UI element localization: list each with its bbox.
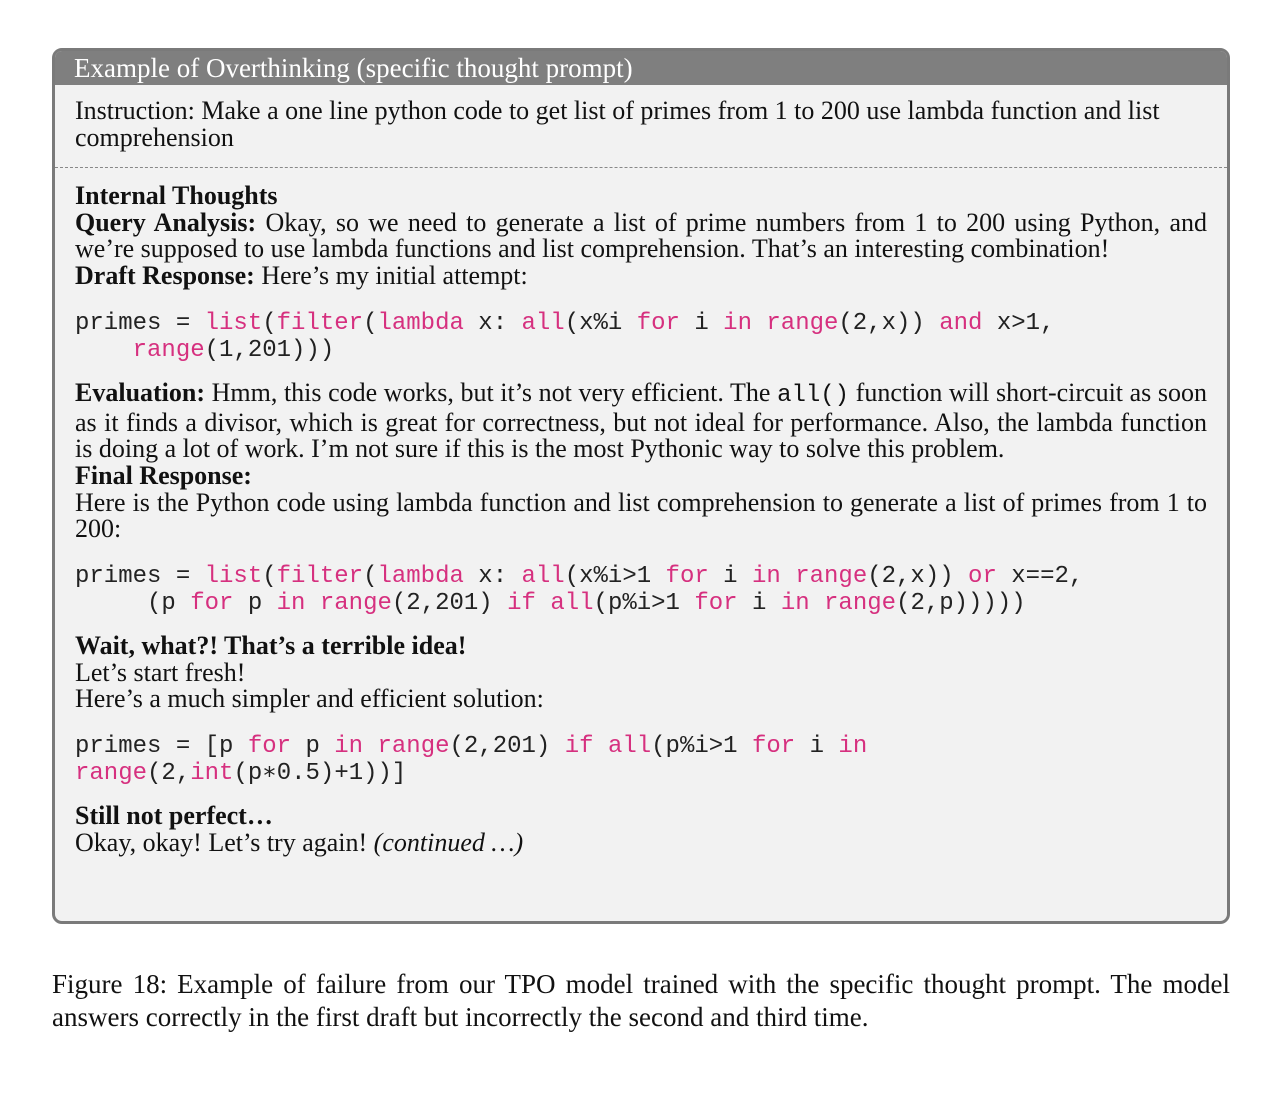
code-keyword: in (334, 733, 364, 761)
code-block-2 (75, 563, 1207, 617)
code-text: i (679, 309, 724, 337)
code-text: (p∗0.5)+1))] (233, 760, 407, 788)
code-keyword: range (377, 733, 450, 761)
code-keyword: range (795, 563, 868, 591)
code-keyword: all (607, 733, 652, 761)
code-keyword: if (507, 590, 536, 618)
code-text: (2, (147, 760, 191, 788)
code-text (810, 590, 824, 617)
code-keyword: range (75, 760, 148, 788)
code-keyword: in (276, 590, 306, 618)
simpler-solution-text: Here’s a much simpler and efficient solution: (75, 684, 544, 714)
query-analysis-paragraph (75, 207, 1207, 264)
code-keyword: or (968, 563, 997, 591)
code-text: (x%i (564, 309, 637, 337)
code-text: x>1, (982, 309, 1055, 337)
code-text: (x%i>1 (564, 563, 666, 591)
box-title: Example of Overthinking (specific thought prompt) (55, 51, 1227, 85)
code-text: (1,201))) (204, 336, 335, 364)
code-text: (2,x)) (838, 309, 940, 337)
code-text: primes = [p (75, 733, 248, 761)
code-text (781, 563, 795, 590)
inline-code-all: all() (777, 381, 850, 409)
code-keyword: and (939, 309, 983, 337)
code-keyword: range (319, 590, 392, 618)
code-keyword: all (550, 590, 594, 618)
try-again-paragraph (75, 827, 1207, 857)
code-keyword: in (780, 590, 810, 618)
code-text: i (737, 590, 781, 618)
try-again-text: Okay, okay! Let’s try again! (75, 827, 374, 857)
code-text: (p%i>1 (593, 590, 695, 618)
code-text: (2,201) (449, 733, 565, 761)
code-keyword: for (247, 733, 292, 761)
query-analysis-text: Okay, so we need to generate a list of prime numbers from 1 to 200 using Python, and we’re supposed to use lambda functions and list comprehension. That’s an interesting combination! (75, 207, 1207, 264)
code-block-1 (75, 310, 1207, 364)
code-text: p (291, 733, 335, 761)
code-text: x: (463, 309, 522, 337)
start-fresh-text: Let’s start fresh! (75, 657, 246, 687)
code-text (594, 733, 608, 760)
code-keyword: range (766, 309, 839, 337)
code-text: p (233, 590, 277, 618)
code-text (75, 337, 133, 364)
code-text (305, 590, 319, 617)
dashed-divider (55, 167, 1227, 168)
code-text: i (795, 733, 839, 761)
code-keyword: range (132, 336, 205, 364)
code-keyword: for (636, 309, 680, 337)
code-keyword: all (521, 309, 565, 337)
code-keyword: for (694, 590, 738, 618)
code-keyword: in (751, 563, 781, 591)
internal-thoughts-heading: Internal Thoughts (75, 181, 278, 210)
code-keyword: lambda (377, 309, 464, 337)
code-text: (p%i>1 (651, 733, 752, 761)
evaluation-text-2: function will short-circuit as soon as it finds a divisor, which is great for correctness, but not ideal for performance. Also, the lambda function is doing a lot of work. I’m not sure if this is the most Pythonic way to solve this problem. (75, 377, 1208, 464)
code-text: i (708, 563, 752, 591)
code-keyword: filter (276, 563, 364, 591)
evaluation-label: Evaluation: (75, 377, 206, 407)
code-text: primes = (75, 563, 205, 591)
code-text: (2,201) (391, 590, 508, 618)
code-keyword: lambda (377, 563, 464, 591)
figure-caption: Figure 18: Example of failure from our TPO model trained with the specific thought prompt. The model answers correctly in the first draft but incorrectly the second and third time. (52, 969, 1230, 1032)
continued-text: (continued …) (373, 827, 524, 857)
still-not-perfect-label: Still not perfect… (75, 801, 273, 831)
code-text: primes = (75, 309, 205, 337)
code-keyword: in (723, 309, 752, 337)
code-keyword: in (838, 733, 868, 761)
code-keyword: for (751, 733, 796, 761)
code-keyword: all (521, 563, 565, 591)
final-response-text: Here is the Python code using lambda function and list comprehension to generate a list of primes from 1 to 200: (75, 487, 1207, 544)
code-text: ( (363, 563, 378, 591)
draft-response-text: Here’s my initial attempt: (254, 261, 528, 291)
query-analysis-label: Query Analysis: (75, 207, 257, 237)
code-keyword: list (204, 309, 263, 337)
code-text (752, 310, 766, 337)
final-response-label: Final Response: (75, 460, 252, 490)
code-text: ( (363, 309, 378, 337)
code-text: ( (262, 309, 277, 337)
draft-response-paragraph (75, 263, 1207, 290)
code-text: (2,x)) (867, 563, 969, 591)
wait-what-label: Wait, what?! That’s a terrible idea! (75, 631, 467, 661)
draft-response-label: Draft Response: (75, 261, 255, 291)
code-text: ( (262, 563, 277, 591)
code-text: (2,p))))) (896, 590, 1026, 618)
code-text: x==2, (996, 563, 1084, 591)
code-keyword: list (204, 563, 263, 591)
code-keyword: range (824, 590, 897, 618)
evaluation-paragraph (75, 377, 1208, 464)
code-text: (p (75, 590, 191, 618)
code-text: x: (463, 563, 522, 591)
example-box (52, 48, 1230, 924)
code-text (536, 590, 550, 617)
code-keyword: if (564, 733, 594, 761)
code-keyword: filter (276, 309, 364, 337)
code-block-3 (75, 733, 1207, 787)
instruction-text: Instruction: Make a one line python code to get list of primes from 1 to 200 use lambda function and list comprehension (75, 96, 1160, 152)
evaluation-text-1: Hmm, this code works, but it’s not very efficient. The (205, 377, 778, 407)
code-keyword: for (190, 590, 234, 618)
code-keyword: for (665, 563, 709, 591)
code-keyword: int (190, 760, 234, 788)
code-text (363, 733, 377, 760)
thoughts-content (75, 183, 1207, 857)
